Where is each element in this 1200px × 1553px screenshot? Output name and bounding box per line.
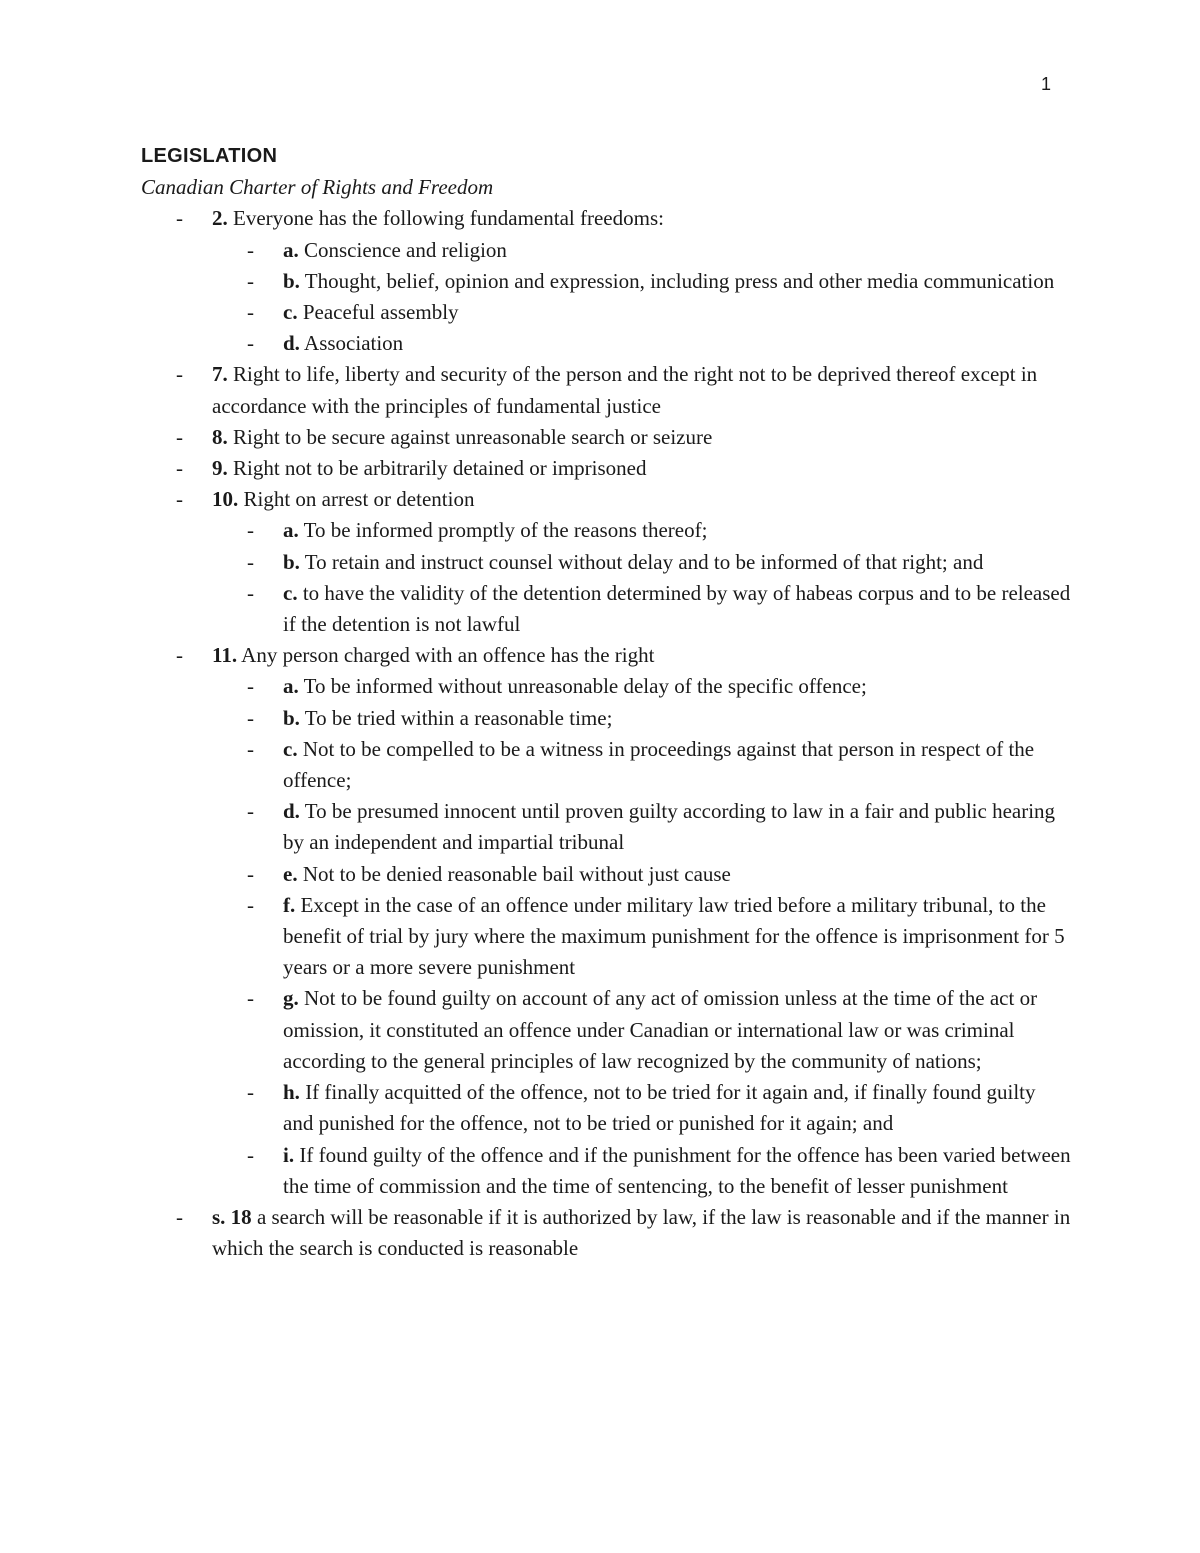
subsection-item <box>212 796 1071 858</box>
list-item-text <box>283 1077 1071 1139</box>
section-item <box>141 1202 1071 1264</box>
provision-number: s. 18 <box>212 1204 252 1229</box>
list-item-text <box>212 453 1071 484</box>
subsection-item <box>212 1140 1071 1202</box>
provision-number: h. <box>283 1080 300 1105</box>
list-item-text <box>283 671 1071 702</box>
list-item-text <box>283 796 1071 858</box>
provision-number: i. <box>283 1142 295 1167</box>
provision-number: a. <box>283 674 299 699</box>
list-bullet-dash: - <box>247 518 254 543</box>
provision-number: b. <box>283 549 300 574</box>
subsection-list <box>212 235 1071 360</box>
list-bullet-dash: - <box>247 674 254 699</box>
provision-text: To be informed without unreasonable delay of the specific offence; <box>298 674 867 699</box>
page-number: 1 <box>1041 74 1052 94</box>
provision-text: Right to life, liberty and security of the person and the right not to be deprived thereof except in accordance with the principles of fundamental justice <box>212 362 1038 418</box>
provision-number: 10. <box>212 487 239 512</box>
list-bullet-dash: - <box>247 892 254 917</box>
provision-number: d. <box>283 799 300 824</box>
provision-number: d. <box>283 331 300 356</box>
provision-number: 9. <box>212 456 228 481</box>
subsection-item <box>212 859 1071 890</box>
list-item-text <box>283 515 1071 546</box>
subsection-item <box>212 547 1071 578</box>
list-bullet-dash: - <box>176 206 183 231</box>
list-bullet-dash: - <box>247 799 254 824</box>
list-item-text <box>283 859 1071 890</box>
subsection-item <box>212 983 1071 1077</box>
provision-text: Conscience and religion <box>298 237 507 262</box>
section-heading: LEGISLATION <box>141 145 278 167</box>
list-item-text <box>212 484 1071 515</box>
list-bullet-dash: - <box>176 362 183 387</box>
provision-text: Everyone has the following fundamental freedoms: <box>227 206 664 231</box>
list-bullet-dash: - <box>247 1142 254 1167</box>
list-item-text <box>212 640 1071 671</box>
list-bullet-dash: - <box>247 1080 254 1105</box>
list-item-text <box>283 297 1071 328</box>
subsection-list <box>212 515 1071 640</box>
list-item-text <box>283 734 1071 796</box>
provision-text: to have the validity of the detention determined by way of habeas corpus and to be released if the detention is not lawful <box>283 580 1071 637</box>
section-list <box>141 203 1071 1264</box>
list-bullet-dash: - <box>176 456 183 481</box>
provision-number: 2. <box>212 206 228 231</box>
section-item <box>141 359 1071 421</box>
list-item-text <box>283 266 1071 297</box>
provision-text: Right on arrest or detention <box>238 487 475 512</box>
list-bullet-dash: - <box>247 861 254 886</box>
provision-text: To be informed promptly of the reasons thereof; <box>298 518 708 543</box>
provision-number: b. <box>283 268 300 293</box>
subsection-item <box>212 515 1071 546</box>
provision-text: Except in the case of an offence under military law tried before a military tribunal, to the benefit of trial by jury where the maximum punishment for the offence is imprisonment for 5 years or a more severe punishment <box>283 892 1065 980</box>
subsection-list <box>212 671 1071 1201</box>
subsection-item <box>212 578 1071 640</box>
list-bullet-dash: - <box>247 705 254 730</box>
section-item <box>141 422 1071 453</box>
section-item <box>141 453 1071 484</box>
subsection-item <box>212 703 1071 734</box>
subsection-item <box>212 671 1071 702</box>
list-bullet-dash: - <box>247 237 254 262</box>
document-body <box>141 141 1071 1264</box>
list-item-text <box>283 703 1071 734</box>
provision-number: c. <box>283 736 298 761</box>
provision-text: Association <box>299 331 404 356</box>
list-bullet-dash: - <box>247 300 254 325</box>
provision-text: Thought, belief, opinion and expression, including press and other media communication <box>299 268 1055 293</box>
provision-number: 8. <box>212 424 228 449</box>
list-bullet-dash: - <box>247 549 254 574</box>
provision-text: Not to be found guilty on account of any act of omission unless at the time of the act or omission, it constituted an offence under Canadian or international law or was criminal according to the general principles of law recognized by the community of nations; <box>283 986 1038 1073</box>
provision-number: c. <box>283 580 298 605</box>
list-bullet-dash: - <box>247 986 254 1011</box>
list-item-text <box>283 1140 1071 1202</box>
list-item-text <box>283 983 1071 1077</box>
list-bullet-dash: - <box>247 580 254 605</box>
list-item-text <box>283 890 1071 984</box>
list-bullet-dash: - <box>176 424 183 449</box>
subsection-item <box>212 1077 1071 1139</box>
section-item <box>141 484 1071 640</box>
provision-text: To retain and instruct counsel without delay and to be informed of that right; and <box>299 549 984 574</box>
subsection-item <box>212 266 1071 297</box>
list-item-text <box>283 547 1071 578</box>
provision-number: g. <box>283 986 299 1011</box>
provision-number: e. <box>283 861 298 886</box>
provision-number: 11. <box>212 643 238 668</box>
subsection-item <box>212 328 1071 359</box>
list-bullet-dash: - <box>176 487 183 512</box>
provision-number: a. <box>283 237 299 262</box>
list-item-text <box>212 359 1071 421</box>
list-bullet-dash: - <box>176 1204 183 1229</box>
provision-number: f. <box>283 892 296 917</box>
list-bullet-dash: - <box>247 268 254 293</box>
section-item <box>141 203 1071 359</box>
list-item-text <box>283 235 1071 266</box>
subsection-item <box>212 297 1071 328</box>
subsection-item <box>212 235 1071 266</box>
subsection-item <box>212 890 1071 984</box>
provision-text: Not to be denied reasonable bail without just cause <box>297 861 731 886</box>
provision-number: b. <box>283 705 300 730</box>
list-item-text <box>212 203 1071 234</box>
provision-text: Right not to be arbitrarily detained or imprisoned <box>227 456 647 481</box>
list-item-text <box>212 422 1071 453</box>
provision-number: c. <box>283 300 298 325</box>
provision-number: a. <box>283 518 299 543</box>
statute-title: Canadian Charter of Rights and Freedom <box>141 175 494 200</box>
provision-text: To be tried within a reasonable time; <box>299 705 613 730</box>
section-item <box>141 640 1071 1202</box>
provision-text: If finally acquitted of the offence, not to be tried for it again and, if finally found guilty and punished for the offence, not to be tried or punished for it again; and <box>283 1080 1036 1136</box>
list-item-text <box>283 328 1071 359</box>
list-item-text <box>283 578 1071 640</box>
provision-text: To be presumed innocent until proven guilty according to law in a fair and public hearing by an independent and impartial tribunal <box>283 799 1056 855</box>
provision-number: 7. <box>212 362 228 387</box>
subsection-item <box>212 734 1071 796</box>
provision-text: If found guilty of the offence and if the punishment for the offence has been varied between the time of commission and the time of sentencing, to the benefit of lesser punishment <box>283 1142 1071 1198</box>
provision-text: Right to be secure against unreasonable search or seizure <box>227 424 713 449</box>
list-bullet-dash: - <box>176 643 183 668</box>
provision-text: a search will be reasonable if it is authorized by law, if the law is reasonable and if the manner in which the search is conducted is reasonable <box>212 1204 1071 1261</box>
provision-text: Peaceful assembly <box>297 300 459 325</box>
list-bullet-dash: - <box>247 331 254 356</box>
provision-text: Any person charged with an offence has the right <box>237 643 655 668</box>
list-item-text <box>212 1202 1071 1264</box>
provision-text: Not to be compelled to be a witness in proceedings against that person in respect of the offence; <box>283 736 1035 793</box>
list-bullet-dash: - <box>247 736 254 761</box>
